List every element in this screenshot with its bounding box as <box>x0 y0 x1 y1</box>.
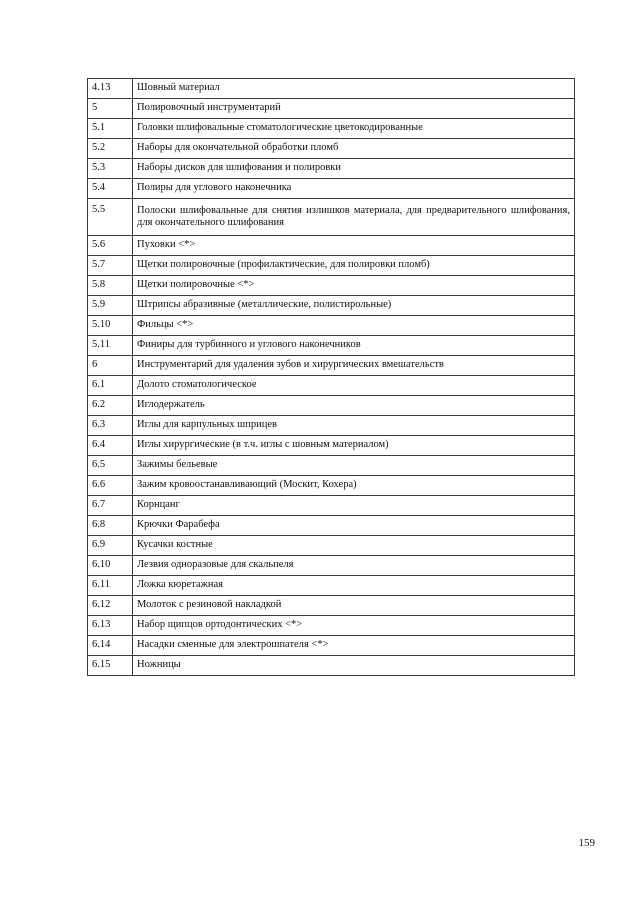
row-name-cell: Зажимы бельевые <box>133 456 575 476</box>
row-name-cell: Полоски шлифовальные для снятия излишков материала, для предварительного шлифования, для окончательного шлифования <box>133 199 575 236</box>
row-number-cell: 5.11 <box>88 336 133 356</box>
row-name-cell: Пуховки <*> <box>133 236 575 256</box>
table-row <box>88 199 575 236</box>
row-name-cell: Иглы для карпульных шприцев <box>133 416 575 436</box>
row-name-cell: Полировочный инструментарий <box>133 99 575 119</box>
table-row <box>88 139 575 159</box>
row-number-cell: 5.6 <box>88 236 133 256</box>
equipment-table <box>87 78 575 676</box>
row-name-cell: Ложка кюретажная <box>133 576 575 596</box>
table-row <box>88 536 575 556</box>
table-row <box>88 276 575 296</box>
row-name-cell: Кусачки костные <box>133 536 575 556</box>
row-name-cell: Долото стоматологическое <box>133 376 575 396</box>
table-row <box>88 616 575 636</box>
row-number-cell: 5.2 <box>88 139 133 159</box>
row-number-cell: 6.11 <box>88 576 133 596</box>
row-number-cell: 5.10 <box>88 316 133 336</box>
row-name-cell: Ножницы <box>133 656 575 676</box>
row-number-cell: 5.3 <box>88 159 133 179</box>
row-name-cell: Набор щипцов ортодонтических <*> <box>133 616 575 636</box>
row-name-cell: Иглы хирургические (в т.ч. иглы с шовным материалом) <box>133 436 575 456</box>
row-name-cell: Молоток с резиновой накладкой <box>133 596 575 616</box>
row-number-cell: 6.10 <box>88 556 133 576</box>
table-row <box>88 476 575 496</box>
row-number-cell: 6.14 <box>88 636 133 656</box>
row-name-cell: Финиры для турбинного и углового наконечников <box>133 336 575 356</box>
row-name-cell: Иглодержатель <box>133 396 575 416</box>
table-row <box>88 356 575 376</box>
row-number-cell: 5.7 <box>88 256 133 276</box>
row-number-cell: 6.4 <box>88 436 133 456</box>
table-row <box>88 376 575 396</box>
table-row <box>88 296 575 316</box>
row-number-cell: 6.6 <box>88 476 133 496</box>
table-row <box>88 256 575 276</box>
table-row <box>88 456 575 476</box>
row-number-cell: 5.4 <box>88 179 133 199</box>
table-row <box>88 576 575 596</box>
table-row <box>88 79 575 99</box>
table-row <box>88 636 575 656</box>
row-name-cell: Зажим кровоостанавливающий (Москит, Кохера) <box>133 476 575 496</box>
row-name-cell: Лезвия одноразовые для скальпеля <box>133 556 575 576</box>
page-number: 159 <box>578 837 595 849</box>
row-number-cell: 6 <box>88 356 133 376</box>
row-number-cell: 6.8 <box>88 516 133 536</box>
row-number-cell: 6.1 <box>88 376 133 396</box>
row-name-cell: Щетки полировочные <*> <box>133 276 575 296</box>
row-name-cell: Шовный материал <box>133 79 575 99</box>
row-number-cell: 4.13 <box>88 79 133 99</box>
row-number-cell: 5.1 <box>88 119 133 139</box>
row-number-cell: 6.13 <box>88 616 133 636</box>
table-row <box>88 336 575 356</box>
table-row <box>88 119 575 139</box>
row-name-cell: Наборы дисков для шлифования и полировки <box>133 159 575 179</box>
table-row <box>88 496 575 516</box>
table-row <box>88 396 575 416</box>
table-row <box>88 516 575 536</box>
row-name-cell: Насадки сменные для электрошпателя <*> <box>133 636 575 656</box>
row-number-cell: 5 <box>88 99 133 119</box>
row-number-cell: 5.5 <box>88 199 133 236</box>
table-row <box>88 596 575 616</box>
row-name-cell: Штрипсы абразивные (металлические, полистирольные) <box>133 296 575 316</box>
row-number-cell: 5.9 <box>88 296 133 316</box>
row-name-cell: Фильцы <*> <box>133 316 575 336</box>
row-name-cell: Полиры для углового наконечника <box>133 179 575 199</box>
row-number-cell: 6.5 <box>88 456 133 476</box>
row-number-cell: 6.7 <box>88 496 133 516</box>
row-number-cell: 6.2 <box>88 396 133 416</box>
row-number-cell: 6.3 <box>88 416 133 436</box>
table-row <box>88 656 575 676</box>
table-row <box>88 436 575 456</box>
table-row <box>88 416 575 436</box>
row-name-cell: Крючки Фарабефа <box>133 516 575 536</box>
row-name-cell: Щетки полировочные (профилактические, для полировки пломб) <box>133 256 575 276</box>
table-row <box>88 179 575 199</box>
row-name-cell: Корнцанг <box>133 496 575 516</box>
table-row <box>88 159 575 179</box>
table-row <box>88 99 575 119</box>
table-row <box>88 556 575 576</box>
row-number-cell: 6.9 <box>88 536 133 556</box>
row-name-cell: Наборы для окончательной обработки пломб <box>133 139 575 159</box>
table-row <box>88 236 575 256</box>
row-name-cell: Головки шлифовальные стоматологические цветокодированные <box>133 119 575 139</box>
table-row <box>88 316 575 336</box>
row-number-cell: 5.8 <box>88 276 133 296</box>
row-number-cell: 6.15 <box>88 656 133 676</box>
row-number-cell: 6.12 <box>88 596 133 616</box>
table-body <box>88 79 575 676</box>
row-name-cell: Инструментарий для удаления зубов и хирургических вмешательств <box>133 356 575 376</box>
